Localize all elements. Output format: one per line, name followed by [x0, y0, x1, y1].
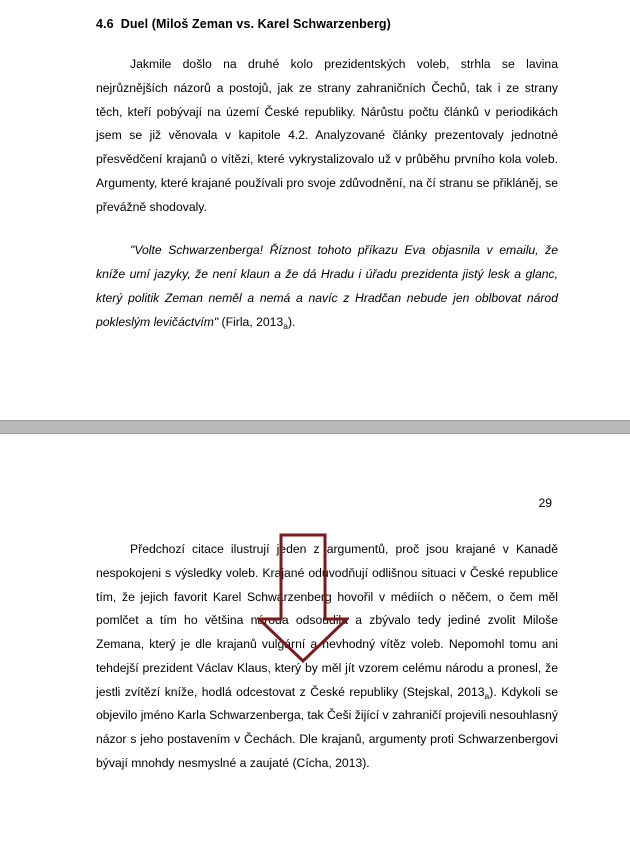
page-title	[96, 0, 558, 31]
quote-citation-open: (Firla, 2013	[218, 314, 284, 329]
paragraph-bottom-1	[96, 538, 558, 776]
paragraph-bottom-part2: ). Kdykoli se objevilo jméno Karla Schwarzenberga, tak Češi žijící v zahraničí projevili nesouhlasný názor s jeho postavením v Čechách. Dle krajanů, argumenty proti Schwarzenbergovi bývají mnohdy nesmyslné a zaujaté (Cícha, 2013).	[96, 684, 558, 771]
quote-citation-close: ).	[287, 314, 296, 329]
blockquote-firla	[96, 239, 558, 334]
citation-subscript: a	[484, 690, 490, 701]
quote-text: "Volte Schwarzenberga! Říznost tohoto příkazu Eva objasnila v emailu, že kníže umí jazyky, že není klaun a že dá Hradu i úřadu prezidenta jistý lesk a glanc, který politik Zeman neměl a nemá a navíc z Hradčan nebude jen oblbovat národ pokleslým levičáctvím"	[96, 243, 558, 329]
document-page-top	[0, 0, 630, 420]
section-number: 4.6	[96, 17, 114, 31]
document-page-bottom	[0, 434, 630, 844]
paragraph-top-1: Jakmile došlo na druhé kolo prezidentských voleb, strhla se lavina nejrůznějších názorů a postojů, jak ze strany zahraničních Čechů, tak i ze strany těch, kteří pobývají na území České republiky. Nárůstu počtu článků v periodikách jsem se již věnovala v kapitole 4.2. Analyzované články prezentovaly jednotné přesvědčení krajanů o vítězi, které vykrystalizovalo už v průběhu prvního kola voleb. Argumenty, které krajané používali pro svoje zdůvodnění, na čí stranu se přikláněj, se převážně shodovaly.	[96, 57, 558, 214]
section-title: Duel (Miloš Zeman vs. Karel Schwarzenberg)	[120, 17, 391, 31]
page-number: 29	[538, 496, 552, 510]
page-separator	[0, 420, 630, 434]
quote-citation-subscript: a	[283, 320, 288, 331]
paragraph-bottom-part1: Předchozí citace ilustrují jeden z argumentů, proč jsou krajané v Kanadě nespokojeni s výsledky voleb. Krajané odůvodňují odlišnou situaci v České republice tím, že jejich favorit Karel Schwarzenberg hovořil v médiích o něčem, o čem měl pomlčet a tím ho většina národa odsoudila a zbývalo tedy jediné zvolit Miloše Zemana, který je dle krajanů vulgární a nevhodný vítěz voleb. Nepomohl tomu ani tehdejší prezident Václav Klaus, který by měl jít vzorem celému národu a pronesl, že jestli zvítězí kníže, hodlá odcestovat z České republiky (Stejskal, 2013	[96, 542, 558, 699]
